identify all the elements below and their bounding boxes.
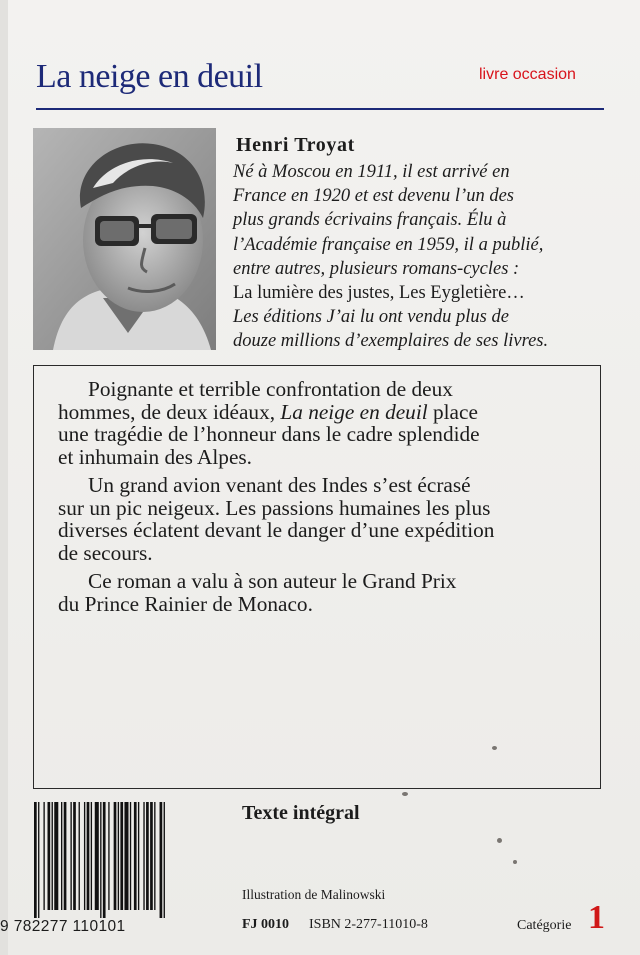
barcode-bar — [70, 802, 71, 910]
barcode-bar — [73, 802, 76, 910]
barcode-bar — [150, 802, 153, 910]
bio-line: La lumière des justes, Les Eygletière… — [233, 283, 525, 304]
stain — [492, 746, 497, 750]
barcode-bar — [54, 802, 58, 910]
stain — [497, 838, 502, 843]
bio-line: Né à Moscou en 1911, il est arrivé en — [233, 162, 510, 182]
summary-line: Poignante et terrible confrontation de deux — [88, 377, 453, 401]
barcode-bar — [91, 802, 92, 910]
illustration-credit: Illustration de Malinowski — [242, 887, 386, 902]
summary-line: du Prince Rainier de Monaco. — [58, 591, 313, 616]
barcode-bar — [95, 802, 99, 910]
summary-line: et inhumain des Alpes. — [58, 444, 253, 469]
summary-line: Ce roman a valu à son auteur le Grand Prix — [88, 569, 457, 593]
barcode-bar — [124, 802, 128, 910]
bio-line: France en 1920 et est devenu l’un des — [233, 186, 515, 207]
sticker-label: livre occasion — [479, 66, 576, 83]
book-title: La neige en deuil — [36, 58, 263, 95]
barcode-bar — [64, 802, 67, 910]
edition-note: Texte intégral — [242, 802, 360, 824]
category-label: Catégorie — [517, 918, 572, 933]
summary-line: Un grand avion venant des Indes s’est écrasé — [88, 473, 471, 497]
book-summary — [58, 372, 598, 621]
cover-edge — [0, 0, 8, 955]
summary-line: diverses éclatent devant le danger d’une expédition — [58, 518, 495, 542]
bio-line: l’Académie française en 1959, il a publié, — [233, 234, 544, 255]
barcode-bar — [34, 802, 37, 918]
barcode-bar — [100, 802, 101, 918]
author-photo — [33, 128, 216, 350]
stain — [513, 860, 517, 864]
stain — [402, 792, 408, 796]
summary-line: hommes, de deux idéaux, La neige en deuil place — [58, 399, 478, 424]
barcode-bar — [79, 802, 80, 910]
author-bio — [233, 160, 613, 354]
barcode-bar — [134, 802, 137, 910]
barcode-bar — [114, 802, 117, 910]
bio-line: plus grands écrivains français. Élu à — [233, 210, 507, 231]
bio-line: douze millions d’exemplaires de ses livres. — [233, 331, 549, 352]
barcode-bar — [38, 802, 39, 918]
series-code: FJ 0010 — [242, 917, 290, 932]
bio-line: Les éditions J’ai lu ont vendu plus de — [233, 307, 509, 328]
barcode-bar — [138, 802, 139, 910]
barcode-bar — [43, 802, 44, 910]
summary-line: de secours. — [58, 540, 153, 565]
barcode-bar — [84, 802, 85, 910]
barcode-bar — [160, 802, 163, 918]
barcode-bar — [52, 802, 53, 910]
barcode-bar — [143, 802, 144, 910]
barcode — [32, 800, 220, 920]
barcode-bar — [61, 802, 62, 910]
barcode-bar — [130, 802, 131, 910]
isbn: ISBN 2-277-11010-8 — [309, 917, 428, 932]
bio-line: entre autres, plusieurs romans-cycles : — [233, 258, 520, 279]
barcode-bar — [108, 802, 109, 910]
barcode-bar — [146, 802, 149, 910]
category-number: 1 — [588, 899, 605, 936]
author-name: Henri Troyat — [236, 134, 355, 156]
barcode-number: 9 782277 110101 — [0, 918, 126, 935]
barcode-bar — [48, 802, 51, 910]
barcode-bar — [120, 802, 123, 910]
barcode-bar — [87, 802, 90, 910]
barcode-bar — [118, 802, 119, 910]
title-rule — [36, 108, 604, 110]
summary-line: sur un pic neigeux. Les passions humaines les plus — [58, 495, 491, 520]
title-mention: La neige en deuil — [280, 399, 428, 424]
summary-line: une tragédie de l’honneur dans le cadre splendide — [58, 422, 480, 446]
barcode-bar — [164, 802, 165, 918]
barcode-bar — [103, 802, 106, 918]
barcode-bar — [154, 802, 155, 910]
